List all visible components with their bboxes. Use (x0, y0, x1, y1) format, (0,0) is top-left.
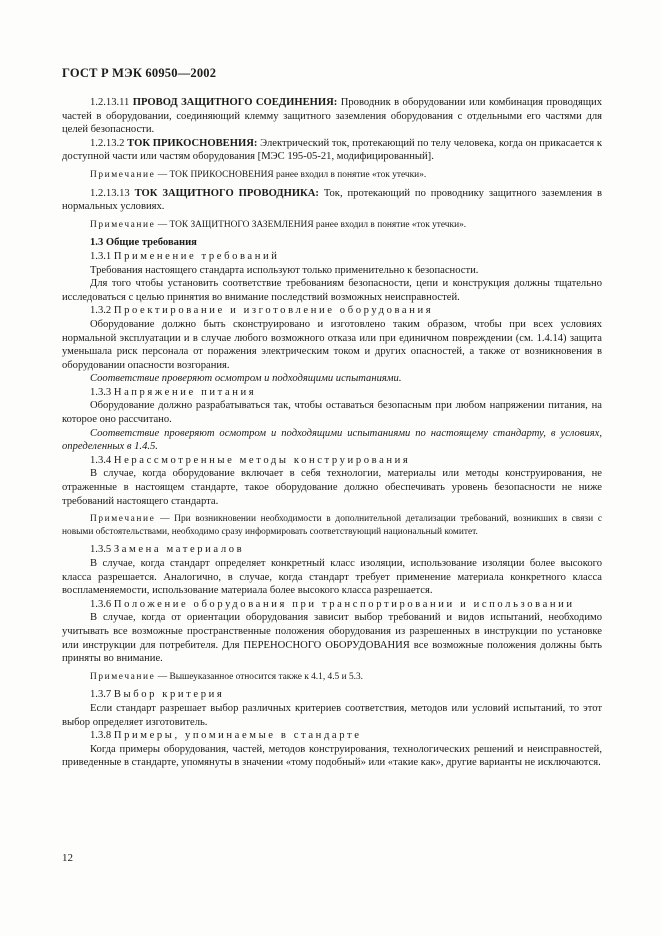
subsection-title: Положение оборудования при транспортировании и использовании (113, 598, 575, 610)
note-text: — ТОК ПРИКОСНОВЕНИЯ ранее входил в понятие «ток утечки». (155, 169, 427, 180)
note-text: — При возникновении необходимости в дополнительной детализации требований, возникших в связи с новыми обстоятельствами, необходимо сразу информировать соответствующий национальный комитет. (62, 514, 602, 537)
clause-number: 1.2.13.13 (90, 187, 135, 199)
subsection-title: Проектирование и изготовление оборудования (113, 305, 434, 317)
paragraph-text: Когда примеры оборудования, частей, методов конструирования, технологических решений и неисправностей, приведенные в стандарте, упомянуты в значении «тому подобный» или «такие как», другие варианты не исключаются. (62, 743, 602, 769)
note-text: — ТОК ЗАЩИТНОГО ЗАЗЕМЛЕНИЯ ранее входил в понятие «ток утечки». (155, 219, 467, 230)
term: ТОК ЗАЩИТНОГО ПРОВОДНИКА: (134, 187, 319, 199)
subsection-heading-1-3-3 (62, 386, 602, 400)
paragraph-text: Если стандарт разрешает выбор различных критериев соответствия, методов или условий испытаний, то этот выбор определяет изготовитель. (62, 702, 602, 728)
subsection-heading-1-3-1 (62, 250, 602, 264)
paragraph-text: Оборудование должно быть сконструировано и изготовлено таким образом, чтобы при всех условиях нормальной эксплуатации и в случае любого возможного отказа или при единичном повреждении (см. 1.4.14) защита уменьшала риск персонала от поражения электрическим током и других опасностей, а также от возникновения в оборудовании опасности возгорания. (62, 318, 602, 371)
paragraph-text: Требования настоящего стандарта используют только применительно к безопасности. (90, 264, 479, 276)
subsection-number: 1.3.1 (90, 250, 114, 262)
paragraph-text: В случае, когда от ориентации оборудования зависит выбор требований и видов испытаний, необходимо учитывать все возможные пространственные положения оборудования из разрешенных в инструкции по установке или инструкции для потребителя. Для ПЕРЕНОСНОГО ОБОРУДОВАНИЯ все возможные положения должны быть приняты во внимание. (62, 612, 602, 665)
subsection-title: Замена материалов (113, 544, 245, 556)
compliance-text: Соответствие проверяют осмотром и подходящими испытаниями по настоящему стандарту, в условиях, определенных в 1.4.5. (62, 427, 602, 453)
definition-1-2-13-11 (62, 96, 602, 137)
definition-1-2-13-2 (62, 137, 602, 164)
note-touch-current (62, 169, 602, 182)
term: ПРОВОД ЗАЩИТНОГО СОЕДИНЕНИЯ: (132, 97, 338, 108)
clause-number: 1.2.13.2 (90, 137, 128, 149)
subsection-heading-1-3-6 (62, 598, 602, 612)
subsection-title: Напряжение питания (113, 386, 257, 398)
subsection-heading-1-3-8 (62, 729, 602, 743)
paragraph-text: Для того чтобы установить соответствие требованиям безопасности, цепи и конструкция должны тщательно исследоваться с целью принятия во внимание последствий возможных неисправностей. (62, 278, 602, 303)
subsection-number: 1.3.3 (90, 386, 114, 398)
page-number: 12 (62, 852, 73, 864)
definition-text: Электрический ток, протекающий по телу человека, когда он прикасается к доступной части или частям оборудования [МЭС 195-05-21, модифицированный]. (62, 137, 603, 163)
term: ТОК ПРИКОСНОВЕНИЯ: (127, 137, 258, 149)
subsection-number: 1.3.4 (90, 454, 114, 466)
subsection-title: Применение требований (113, 250, 280, 262)
definition-text: Ток, протекающий по проводнику защитного заземления в нормальных условиях. (62, 187, 603, 213)
note-label: Примечание (90, 169, 156, 180)
compliance-text: Соответствие проверяют осмотром и подходящими испытаниями. (90, 373, 402, 385)
subsection-title: Нерассмотренные методы конструирования (113, 454, 411, 466)
subsection-number: 1.3.8 (90, 730, 114, 742)
note-label: Примечание (90, 219, 156, 230)
definition-text: Проводник в оборудовании или комбинация проводящих частей в оборудовании, соединяющий клемму защитного заземления оборудования с отдельными его частями для целей безопасности. (62, 97, 602, 136)
subsection-heading-1-3-5 (62, 543, 602, 557)
note-label: Примечание (90, 514, 156, 525)
document-header: ГОСТ Р МЭК 60950—2002 (62, 66, 217, 80)
subsection-title: Выбор критерия (113, 689, 225, 701)
note-text: — Вышеуказанное относится также к 4.1, 4.5 и 5.3. (155, 671, 364, 682)
subsection-number: 1.3.7 (90, 689, 114, 701)
paragraph-text: Оборудование должно разрабатываться так, чтобы оставаться безопасным при любом напряжении питания, на которое оно рассчитано. (62, 400, 602, 426)
clause-number: 1.2.13.11 (90, 97, 133, 108)
paragraph-text: В случае, когда оборудование включает в себя технологии, материалы или методы конструирования, не отраженные в настоящем стандарте, такое оборудование должно обеспечивать уровень безопасности не ниже требований настоящего стандарта. (62, 468, 602, 507)
subsection-number: 1.3.5 (90, 544, 114, 556)
subsection-title: Примеры, упоминаемые в стандарте (113, 730, 362, 742)
subsection-number: 1.3.2 (90, 305, 114, 317)
note-label: Примечание (90, 671, 156, 682)
subsection-number: 1.3.6 (90, 598, 114, 610)
note-new-circumstances (62, 513, 602, 538)
paragraph-text: В случае, когда стандарт определяет конкретный класс изоляции, использование изоляции более высокого класса разрешается. Аналогично, в случае, когда стандарт требует применение материала конкретного класса воспламеняемости, использование материала более высокого класса разрешается. (62, 558, 602, 597)
document-body (62, 96, 602, 770)
subsection-heading-1-3-7 (62, 688, 602, 702)
note-reference (62, 671, 602, 684)
subsection-heading-1-3-4 (62, 454, 602, 468)
section-heading-1-3: 1.3 Общие требования (90, 237, 197, 249)
note-protective-conductor-current (62, 219, 602, 232)
definition-1-2-13-13 (62, 187, 602, 214)
subsection-heading-1-3-2 (62, 304, 602, 318)
